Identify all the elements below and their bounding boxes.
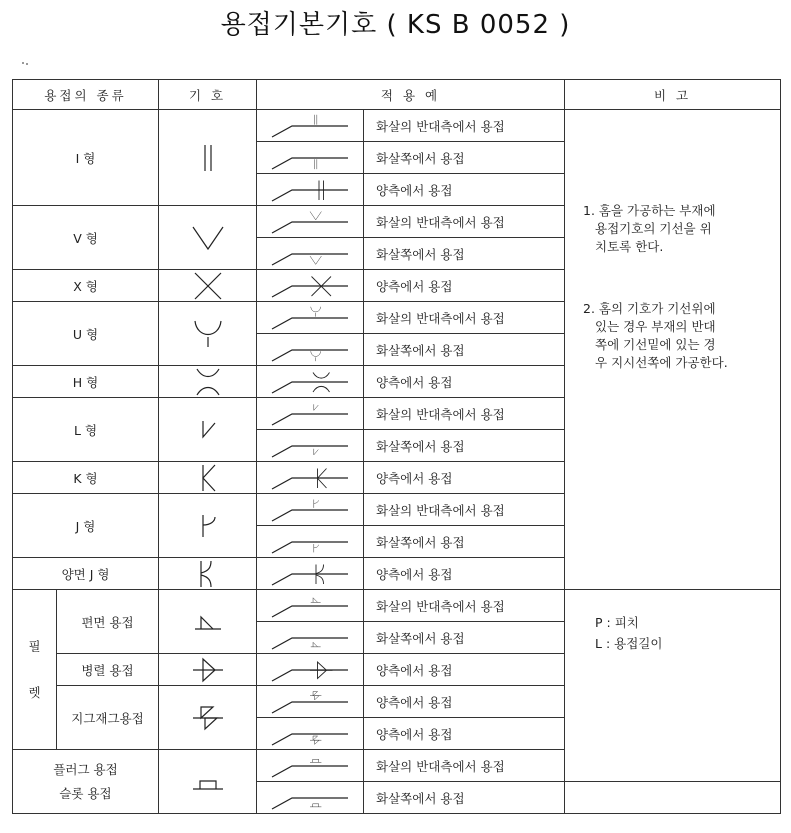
weld-type-h: H 형 (13, 366, 159, 398)
weld-type-i: I 형 (13, 110, 159, 206)
example-text: 화살쪽에서 용접 (364, 142, 565, 174)
weld-symbol-cell (159, 686, 257, 750)
example-text: 화살의 반대측에서 용접 (364, 110, 565, 142)
example-sketch-cell (257, 462, 364, 494)
example-sketch-cell (257, 782, 364, 814)
weld-symbol-cell (159, 206, 257, 270)
example-sketch-icon (257, 273, 363, 299)
example-sketch-icon (257, 145, 363, 171)
example-sketch-icon (257, 337, 363, 363)
weld-symbol-fz-icon (159, 703, 256, 733)
example-sketch-icon (257, 369, 363, 395)
example-text: 화살쪽에서 용접 (364, 622, 565, 654)
note-2-line: 쪽에 기선밑에 있는 경 (595, 337, 716, 352)
example-sketch-cell (257, 174, 364, 206)
example-text: 화살쪽에서 용접 (364, 526, 565, 558)
weld-type-plug-label: 플러그 용접 (53, 761, 118, 777)
example-sketch-cell (257, 142, 364, 174)
example-sketch-cell (257, 494, 364, 526)
example-text: 화살쪽에서 용접 (364, 782, 565, 814)
example-text: 양측에서 용접 (364, 558, 565, 590)
example-sketch-cell (257, 718, 364, 750)
example-text: 화살의 반대측에서 용접 (364, 590, 565, 622)
example-sketch-icon (257, 561, 363, 587)
weld-type-j: J 형 (13, 494, 159, 558)
weld-symbol-cell (159, 494, 257, 558)
example-sketch-icon (257, 177, 363, 203)
weld-symbol-cell (159, 558, 257, 590)
example-sketch-icon (257, 209, 363, 235)
note-2-first-line: 2. 홈의 기호가 기선위에 (583, 301, 716, 316)
example-sketch-cell (257, 270, 364, 302)
example-sketch-cell (257, 526, 364, 558)
weld-symbol-i-icon (159, 143, 256, 173)
weld-symbol-cell (159, 302, 257, 366)
weld-type-l: L 형 (13, 398, 159, 462)
weld-type-slot-label: 슬롯 용접 (59, 785, 112, 801)
legend-length: L : 용접길이 (595, 636, 663, 651)
example-sketch-cell (257, 238, 364, 270)
example-sketch-cell (257, 622, 364, 654)
example-text: 화살의 반대측에서 용접 (364, 302, 565, 334)
weld-symbol-cell (159, 366, 257, 398)
example-sketch-icon (257, 401, 363, 427)
example-sketch-icon (257, 433, 363, 459)
weld-symbol-plug-icon (159, 767, 256, 797)
weld-symbol-cell (159, 750, 257, 814)
example-sketch-cell (257, 334, 364, 366)
example-text: 화살의 반대측에서 용접 (364, 206, 565, 238)
header-remark: 비 고 (565, 80, 781, 110)
example-text: 양측에서 용접 (364, 366, 565, 398)
header-type: 용접의 종류 (13, 80, 159, 110)
example-sketch-cell (257, 366, 364, 398)
weld-symbol-cell (159, 654, 257, 686)
example-text: 양측에서 용접 (364, 462, 565, 494)
example-text: 화살의 반대측에서 용접 (364, 398, 565, 430)
legend-pitch: P : 피치 (595, 615, 639, 630)
weld-type-fillet-flat: 편면 용접 (57, 590, 159, 654)
table-row (13, 590, 781, 622)
example-sketch-icon (257, 305, 363, 331)
example-sketch-icon (257, 753, 363, 779)
example-sketch-icon (257, 241, 363, 267)
weld-symbol-cell (159, 110, 257, 206)
weld-symbol-cell (159, 270, 257, 302)
example-sketch-icon (257, 625, 363, 651)
weld-type-x: X 형 (13, 270, 159, 302)
example-text: 화살의 반대측에서 용접 (364, 494, 565, 526)
example-sketch-cell (257, 654, 364, 686)
example-text: 화살쪽에서 용접 (364, 334, 565, 366)
fillet-group-text: 필 렛 (28, 638, 41, 700)
header-example: 적 용 예 (257, 80, 565, 110)
example-sketch-cell (257, 398, 364, 430)
example-sketch-cell (257, 558, 364, 590)
example-text: 화살쪽에서 용접 (364, 430, 565, 462)
note-1-first-line: 1. 홈을 가공하는 부재에 (583, 203, 716, 218)
example-text: 양측에서 용접 (364, 174, 565, 206)
weld-type-k: K 형 (13, 462, 159, 494)
weld-symbol-j-icon (159, 511, 256, 541)
weld-symbol-cell (159, 590, 257, 654)
header-row (13, 80, 781, 110)
remarks-empty (565, 782, 781, 814)
example-sketch-icon (257, 593, 363, 619)
example-sketch-icon (257, 689, 363, 715)
remarks-notes (565, 110, 781, 590)
weld-type-plug (13, 750, 159, 814)
weld-symbol-f-icon (159, 607, 256, 637)
example-text: 화살의 반대측에서 용접 (364, 750, 565, 782)
example-text: 양측에서 용접 (364, 654, 565, 686)
weld-symbol-fp-icon (159, 655, 256, 685)
weld-type-fillet-zigzag: 지그재그용접 (57, 686, 159, 750)
weld-symbol-table (12, 79, 781, 814)
example-sketch-icon (257, 785, 363, 811)
weld-symbol-x-icon (159, 271, 256, 301)
header-symbol: 기 호 (159, 80, 257, 110)
example-text: 양측에서 용접 (364, 718, 565, 750)
example-sketch-cell (257, 686, 364, 718)
table-row (13, 110, 781, 142)
weld-symbol-k-icon (159, 463, 256, 493)
example-sketch-cell (257, 206, 364, 238)
example-text: 양측에서 용접 (364, 686, 565, 718)
example-sketch-icon (257, 721, 363, 747)
weld-symbol-cell (159, 462, 257, 494)
weld-symbol-l-icon (159, 415, 256, 445)
page-title: 용접기본기호 ( KS B 0052 ) (220, 10, 571, 40)
example-text: 양측에서 용접 (364, 270, 565, 302)
example-sketch-icon (257, 497, 363, 523)
note-1-line: 치토록 한다. (595, 239, 664, 254)
weld-symbol-u-icon (159, 319, 256, 349)
weld-type-v: V 형 (13, 206, 159, 270)
example-sketch-icon (257, 529, 363, 555)
scan-speck (22, 62, 28, 66)
weld-symbol-cell (159, 398, 257, 462)
example-sketch-cell (257, 430, 364, 462)
note-2-line: 있는 경우 부재의 반대 (595, 319, 716, 334)
weld-type-dj: 양면 J 형 (13, 558, 159, 590)
remarks-legend (565, 590, 781, 782)
weld-symbol-dj-icon (159, 559, 256, 589)
example-sketch-cell (257, 750, 364, 782)
example-text: 화살쪽에서 용접 (364, 238, 565, 270)
example-sketch-cell (257, 110, 364, 142)
example-sketch-icon (257, 657, 363, 683)
fillet-group-label (13, 590, 57, 750)
note-1-line: 용접기호의 기선을 위 (595, 221, 712, 236)
example-sketch-cell (257, 590, 364, 622)
note-2-line: 우 지시선쪽에 가공한다. (595, 355, 728, 370)
example-sketch-icon (257, 465, 363, 491)
weld-symbol-h-icon (159, 367, 256, 397)
example-sketch-cell (257, 302, 364, 334)
weld-symbol-v-icon (159, 223, 256, 253)
weld-type-u: U 형 (13, 302, 159, 366)
example-sketch-icon (257, 113, 363, 139)
weld-type-fillet-parallel: 병렬 용접 (57, 654, 159, 686)
